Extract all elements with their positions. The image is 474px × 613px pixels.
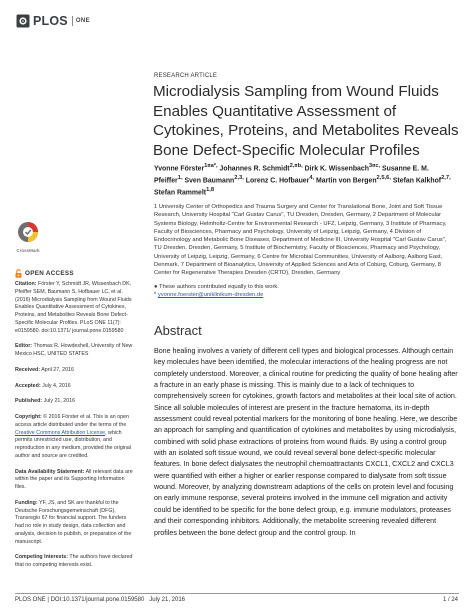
crossmark-icon	[17, 221, 39, 243]
open-lock-icon	[15, 269, 22, 278]
plos-logo-icon	[16, 14, 30, 28]
author-name[interactable]: Johannes R. Schmidt	[219, 165, 290, 173]
author-marker: 3¤c,	[368, 163, 381, 169]
affiliations: 1 University Center of Orthopedics and Trauma Surgery and Center for Translational Bone, Joint and Soft Tissue Research, University Hospital "Carl Gustav Carus", TU Dresden, Dresden, Germany, 2 Department of Molecular Systems Biology, Helmholtz-Centre for Environmental Research - UFZ, Leipzig, Germany, 3 Institute of Pharmacy, Faculty of Biosciences, Pharmacy and Psychology, University of Leipzig, Leipzig, Germany, 4 Division of Endocrinology and Metabolic Bone Diseases, Department of Medicine III, University Hospital "Carl Gustav Carus", TU Dresden, Dresden, Germany, 5 Institute of Biochemistry, Faculty of Biosciences, Pharmacy and Psychology, University of Leipzig, Leipzig, Germany, 6 Centre for Microbial Communities, University of Aalborg, Aalborg East, Denmark, 7 Department of Bioanalytics, University of Applied Sciences and Arts of Coburg, Coburg, Germany, 8 Center for Regenerative Therapies Dresden (CRTD), Dresden, Germany	[154, 204, 447, 277]
crossmark-label: CrossMark	[16, 248, 40, 253]
author-name[interactable]: Sven Baumann	[184, 177, 235, 185]
data-availability: Data Availability Statement: All relevant data are within the paper and its Supporting Information files.	[15, 468, 133, 490]
open-access-label: OPEN ACCESS	[25, 270, 74, 277]
received-date: Received: April 27, 2016	[15, 366, 74, 373]
funding: Funding: YF, JS, and SK are thankful to the Deutsche Forschungsgemeinschaft (DFG), Transregio 67 for financial support. The funders had no role in study design, data collection and analysis, decision to publish, or preparation of the manuscript.	[15, 499, 132, 545]
plos-one-logo[interactable]	[16, 13, 90, 29]
author-marker: 1,8	[206, 186, 215, 193]
author-marker: 2,5,6,	[376, 174, 391, 181]
author-name[interactable]: Dirk K. Wissenbach	[304, 165, 369, 173]
author-list	[154, 162, 459, 198]
article-metadata	[15, 281, 136, 578]
citation: Citation: Förster Y, Schmidt JR, Wissenbach DK, Pfeiffer SEM, Baumann S, Hofbauer LC, et al. (2016) Microdialysis Sampling from Wound Fluids Enables Quantitative Assessment of Cytokines, Proteins, and Metabolites Reveals Bone Defect-Specific Molecular Profiles. PLoS ONE 11(7): e0159580. doi:10.1371/ journal.pone.0159580	[15, 281, 132, 334]
article-type: RESEARCH ARTICLE	[154, 73, 218, 79]
abstract-heading: Abstract	[154, 323, 202, 338]
editor: Editor: Thomas R. Howdeshell, University of New Mexico HSC, UNITED STATES	[15, 343, 133, 357]
crossmark-badge[interactable]	[15, 221, 41, 254]
email-link[interactable]: yvonne.foerster@uniklinikum-dresden.de	[157, 292, 264, 299]
author-marker: 1¤a*,	[204, 163, 218, 169]
author-marker: 2,7,	[441, 174, 451, 181]
author-marker: 1,	[177, 174, 183, 181]
author-marker: 4,	[309, 174, 315, 181]
corresponding-email: * yvonne.foerster@uniklinikum-dresden.de	[154, 292, 264, 299]
accepted-date: Accepted: July 4, 2016	[15, 382, 71, 389]
equal-contribution-note: ● These authors contributed equally to this work.	[154, 284, 279, 290]
author-marker: 2,¤b,	[289, 163, 303, 169]
author-name[interactable]: Stefan Kalkhof	[392, 177, 442, 185]
copyright: Copyright: © 2016 Förster et al. This is an open access article distributed under the terms of the Creative Commons Attribution License, which permits unrestricted use, distribution, and reproduction in any medium, provided the original author and source are credited.	[15, 414, 132, 459]
footer-citation: PLOS ONE | DOI:10.1371/journal.pone.0159580 July 21, 2016	[15, 597, 186, 603]
logo-divider	[72, 16, 73, 26]
author-name[interactable]: Susanne E. M. Pfeiffer	[154, 165, 429, 185]
author-name[interactable]: Stefan Rammelt	[154, 189, 207, 197]
author-marker: 2,3,	[234, 174, 244, 181]
page-number: 1 / 24	[442, 597, 458, 603]
competing-interests: Competing Interests: The authors have declared that no competing interests exist.	[15, 554, 133, 568]
abstract-body: Bone healing involves a variety of different cell types and biological processes. Although certain key molecules have been identified, the molecular interactions of the healing progress are not completely understood. Moreover, a clinical routine for predicting the quality of bone healing after a fracture in an early phase is missing. This is mainly due to a lack of techniques to comprehensively screen for cytokines, growth factors and metabolites at their local site of action. Since all soluble molecules of interest are present in the fracture hematoma, its in-depth assessment could reveal potential markers for the monitoring of bone healing. Here, we describe an approach for sampling and quantification of cytokines and metabolites by using microdialysis, combined with solid phase extractions of proteins from wound fluids. By using a control group with an isolated soft tissue wound, we could reveal several bone defect-specific molecular features. In bone defect dialysates the neutrophil chemoattractants CXCL1, CXCL2 and CXCL3 were quantified with either a higher or earlier response compared to dialysate from soft tissue wound. Moreover, by analyzing downstream adaptions of the cells on protein level and focusing on early immune response, several proteins involved in the immune cell migration and activity could be identified to be specific for the bone defect group, e.g. immune modulators, proteases and their corresponding inhibitors. Additionally, the metabolite screening revealed different profiles between the bone defect group and the control group. In	[154, 347, 458, 537]
author-notes	[154, 283, 279, 300]
footer-divider	[15, 593, 459, 594]
logo-subtext: ONE	[75, 18, 91, 24]
author-name[interactable]: Yvonne Förster	[154, 165, 205, 173]
published-date: Published: July 21, 2016	[15, 398, 76, 405]
license-link[interactable]: Creative Commons Attribution License	[15, 429, 106, 436]
author-name[interactable]: Martin von Bergen	[316, 177, 377, 185]
article-title: Microdialysis Sampling from Wound Fluids Enables Quantitative Assessment of Cytokines, Proteins, and Metabolites Reveals Bone Defect-Specific Molecular Profiles	[153, 83, 459, 159]
logo-text: PLOS	[33, 14, 68, 28]
author-name[interactable]: Lorenz C. Hofbauer	[245, 177, 310, 185]
